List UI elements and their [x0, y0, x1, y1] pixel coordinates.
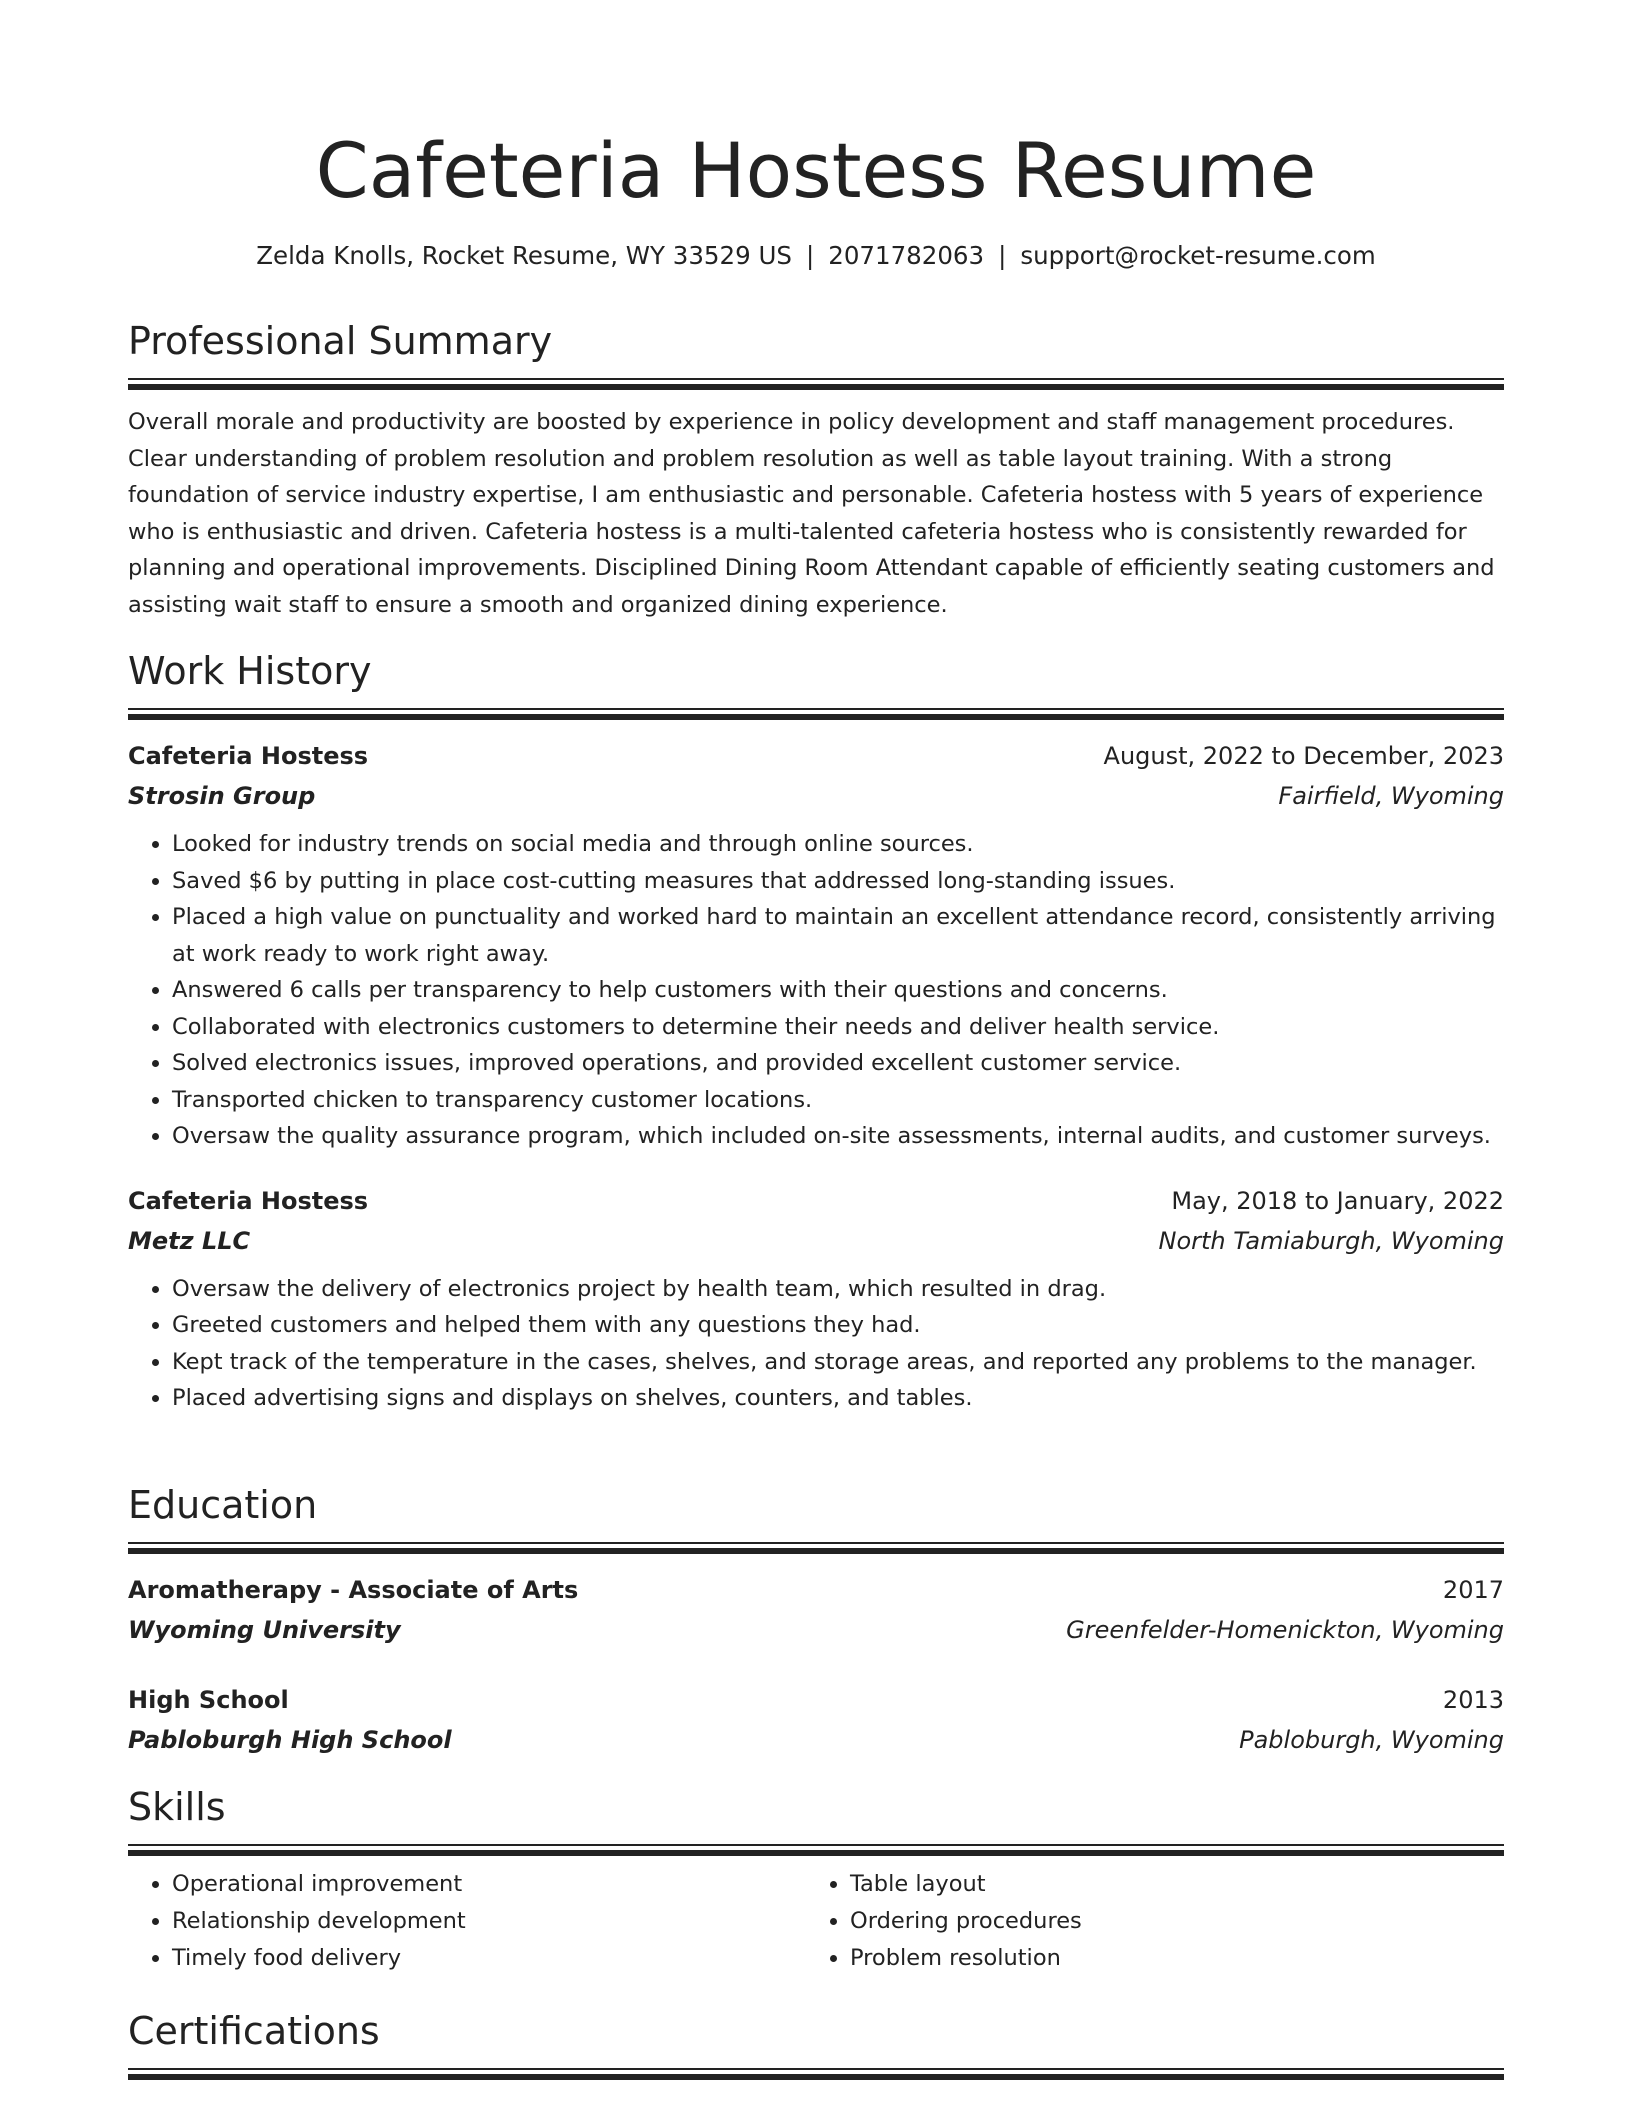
resume-title: Cafeteria Hostess Resume — [315, 126, 1317, 215]
contact-separator: | — [805, 241, 815, 270]
job-entry — [128, 736, 1504, 1155]
contact-address: Zelda Knolls, Rocket Resume, WY 33529 US — [256, 241, 792, 270]
skills-column-left — [128, 1866, 806, 1977]
list-item: • Oversaw the delivery of electronics project by health team, which resulted in drag. — [172, 1271, 1504, 1308]
list-item: • Answered 6 calls per transparency to help customers with their questions and concerns. — [172, 972, 1504, 1009]
section-divider — [128, 378, 1504, 390]
skills-section — [128, 1782, 1504, 1977]
education-degree: Aromatherapy - Associate of Arts — [128, 1576, 579, 1604]
education-school: Pabloburgh High School — [128, 1726, 452, 1754]
section-heading: Skills — [128, 1785, 226, 1829]
education-year: 2013 — [1442, 1686, 1504, 1714]
education-school: Wyoming University — [128, 1616, 401, 1644]
education-year: 2017 — [1442, 1576, 1504, 1604]
education-section — [128, 1480, 1504, 1760]
list-item: • Table layout — [850, 1866, 1484, 1903]
list-item: • Problem resolution — [850, 1940, 1484, 1977]
section-heading: Certifications — [128, 2009, 380, 2053]
contact-phone: 2071782063 — [828, 241, 985, 270]
list-item: • Solved electronics issues, improved operations, and provided excellent customer service. — [172, 1045, 1504, 1082]
job-company: Strosin Group — [128, 782, 316, 810]
summary-text: Overall morale and productivity are boosted by experience in policy development and staff management procedures. Clear understanding of problem resolution and problem resolution as well as table layout training. With a strong foundation of service industry expertise, I am enthusiastic and personable. Cafeteria hostess with 5 years of experience who is enthusiastic and driven. Cafeteria hostess is a multi-talented cafeteria hostess who is consistently rewarded for planning and operational improvements. Disciplined Dining Room Attendant capable of efficiently seating customers and assisting wait staff to ensure a smooth and organized dining experience. — [128, 409, 1495, 618]
skills-column-right — [806, 1866, 1484, 1977]
list-item: • Collaborated with electronics customers to determine their needs and deliver health service. — [172, 1009, 1504, 1046]
section-divider — [128, 1542, 1504, 1554]
contact-separator: | — [998, 241, 1007, 270]
job-location: Fairfield, Wyoming — [1278, 782, 1504, 810]
job-location: North Tamiaburgh, Wyoming — [1158, 1226, 1504, 1255]
contact-line — [128, 236, 1504, 276]
job-title: Cafeteria Hostess — [128, 742, 369, 770]
section-divider — [128, 1844, 1504, 1856]
list-item: • Placed advertising signs and displays on shelves, counters, and tables. — [172, 1380, 1504, 1417]
job-entry — [128, 1181, 1504, 1417]
section-heading: Professional Summary — [128, 319, 553, 363]
list-item: • Operational improvement — [172, 1866, 806, 1903]
education-entry — [128, 1680, 1504, 1760]
job-bullets — [128, 826, 1504, 1155]
work-history-section — [128, 646, 1504, 1417]
education-location: Pabloburgh, Wyoming — [1239, 1726, 1504, 1754]
section-heading: Work History — [128, 649, 372, 693]
summary-section — [128, 316, 1504, 623]
list-item: • Ordering procedures — [850, 1903, 1484, 1940]
contact-email: support@rocket-resume.com — [1020, 241, 1376, 270]
education-location: Greenfelder-Homenickton, Wyoming — [1066, 1616, 1504, 1644]
list-item: • Placed a high value on punctuality and worked hard to maintain an excellent attendance record, consistently arriving at work ready to work right away. — [172, 899, 1504, 972]
job-dates: May, 2018 to January, 2022 — [1171, 1186, 1504, 1215]
list-item: • Kept track of the temperature in the cases, shelves, and storage areas, and reported any problems to the manager. — [172, 1344, 1504, 1381]
job-title: Cafeteria Hostess — [128, 1186, 369, 1215]
list-item: • Oversaw the quality assurance program, which included on-site assessments, internal audits, and customer surveys. — [172, 1118, 1504, 1155]
job-company: Metz LLC — [128, 1226, 251, 1255]
education-entry — [128, 1570, 1504, 1650]
list-item: • Looked for industry trends on social media and through online sources. — [172, 826, 1504, 863]
section-divider — [128, 2068, 1504, 2080]
list-item: • Transported chicken to transparency customer locations. — [172, 1082, 1504, 1119]
skills-list — [128, 1866, 1504, 1977]
list-item: • Relationship development — [172, 1903, 806, 1940]
certifications-section — [128, 2006, 1504, 2080]
section-divider — [128, 708, 1504, 720]
section-heading: Education — [128, 1483, 318, 1527]
list-item: • Timely food delivery — [172, 1940, 806, 1977]
job-bullets — [128, 1271, 1504, 1417]
job-dates: August, 2022 to December, 2023 — [1103, 742, 1504, 770]
education-degree: High School — [128, 1686, 289, 1714]
list-item: • Saved $6 by putting in place cost-cutting measures that addressed long-standing issues. — [172, 863, 1504, 900]
list-item: • Greeted customers and helped them with any questions they had. — [172, 1307, 1504, 1344]
